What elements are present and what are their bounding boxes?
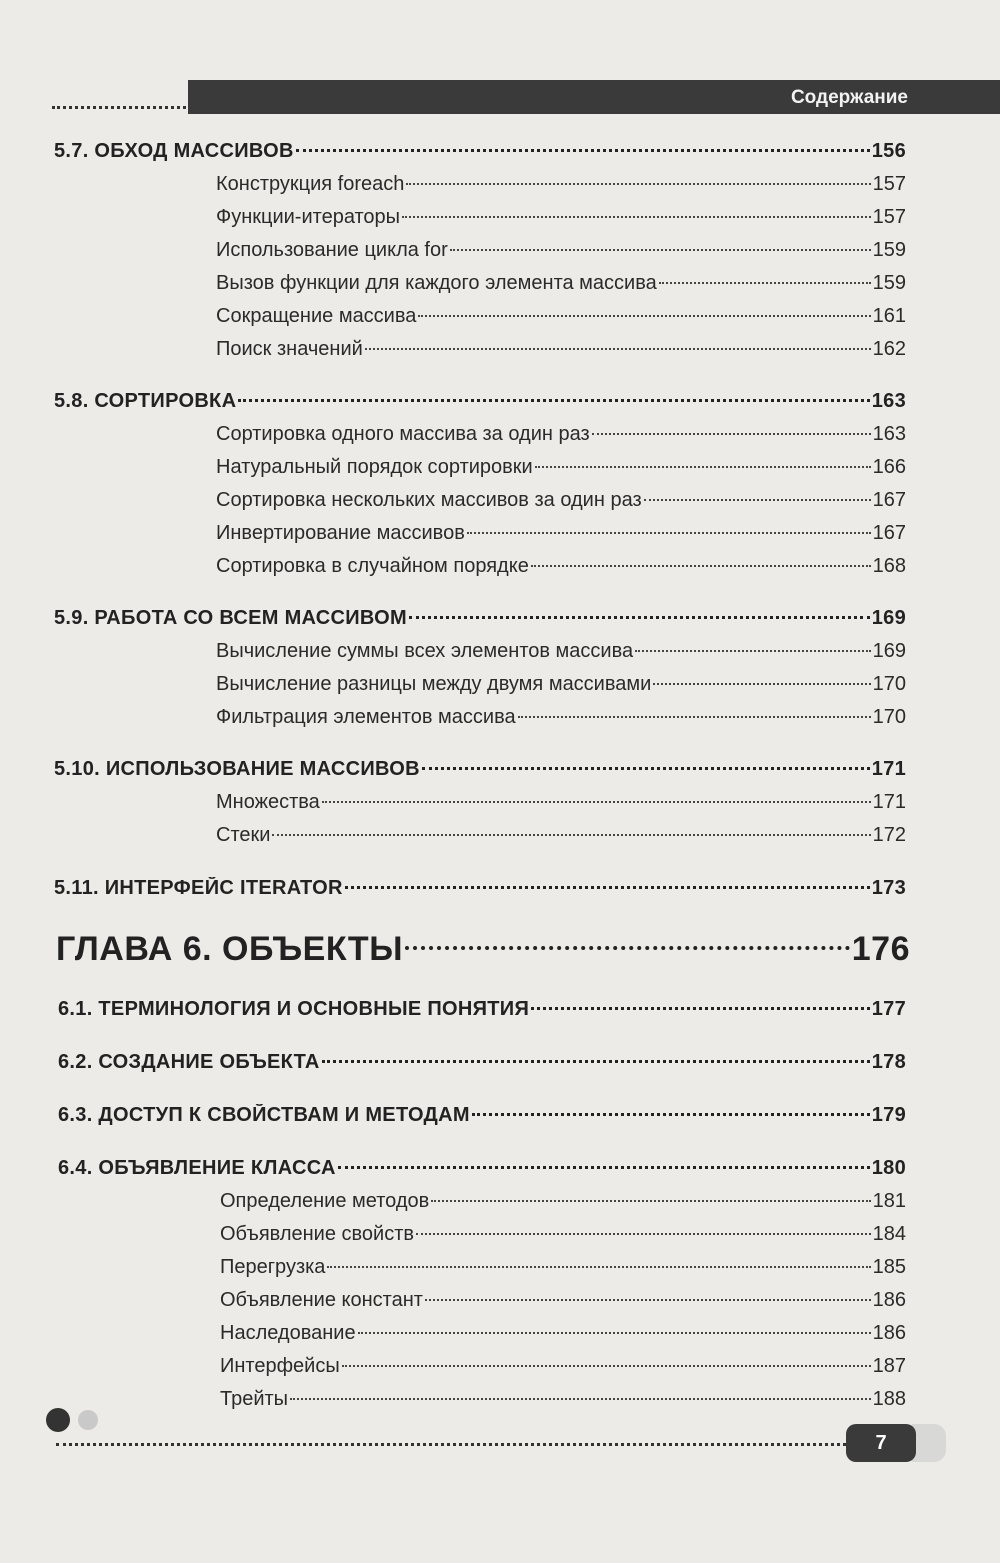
toc-page-number: 172 xyxy=(872,824,906,846)
dot-leader xyxy=(422,767,870,770)
toc-page-number: 162 xyxy=(872,338,906,360)
toc-page-number: 171 xyxy=(872,791,906,813)
dot-leader xyxy=(272,834,870,836)
toc-page-number: 167 xyxy=(872,522,906,544)
dot-leader xyxy=(535,466,871,468)
toc-entry xyxy=(216,555,906,578)
toc-entry xyxy=(216,489,906,512)
toc-entry xyxy=(216,206,906,229)
toc-page-number: 157 xyxy=(872,173,906,195)
toc-page-number: 156 xyxy=(871,140,906,162)
toc-page-number: 180 xyxy=(871,1157,906,1179)
toc-title: 5.11. ИНТЕРФЕЙС ITERATOR xyxy=(54,877,343,899)
dot-leader xyxy=(290,1398,871,1400)
toc-entry xyxy=(220,1289,906,1312)
toc-page-number: 169 xyxy=(872,640,906,662)
toc-title: Сортировка нескольких массивов за один раз xyxy=(216,489,642,511)
dot-leader xyxy=(365,348,871,350)
dot-leader xyxy=(406,183,870,185)
toc-page-number: 186 xyxy=(872,1289,906,1311)
running-header xyxy=(188,80,1000,114)
toc-title: 5.9. РАБОТА СО ВСЕМ МАССИВОМ xyxy=(54,607,407,629)
toc-page-number: 169 xyxy=(871,607,906,629)
dot-leader xyxy=(238,399,869,402)
footer-dotted-rule xyxy=(56,1443,846,1446)
toc-entry xyxy=(216,706,906,729)
toc-entry xyxy=(220,1355,906,1378)
toc-section xyxy=(58,1157,906,1180)
toc-section xyxy=(54,140,906,163)
dot-leader xyxy=(358,1332,871,1334)
toc-title: 5.7. ОБХОД МАССИВОВ xyxy=(54,140,294,162)
toc-title: Наследование xyxy=(220,1322,356,1344)
toc-section xyxy=(54,758,906,781)
toc-section xyxy=(54,607,906,630)
toc-entry xyxy=(216,305,906,328)
toc-title: Функции-итераторы xyxy=(216,206,401,228)
toc-title: 5.10. ИСПОЛЬЗОВАНИЕ МАССИВОВ xyxy=(54,758,420,780)
toc-title: Стеки xyxy=(216,824,271,846)
toc-title: Конструкция foreach xyxy=(216,173,405,195)
footer-ornament-light xyxy=(78,1410,98,1430)
toc-title: Использование цикла for xyxy=(216,239,448,261)
toc-entry xyxy=(220,1223,906,1246)
toc-title: Объявление констант xyxy=(220,1289,423,1311)
toc-title: Перегрузка xyxy=(220,1256,326,1278)
dot-leader xyxy=(338,1166,870,1169)
toc-page-number: 171 xyxy=(871,758,906,780)
toc-title: 6.4. ОБЪЯВЛЕНИЕ КЛАССА xyxy=(58,1157,336,1179)
dot-leader xyxy=(472,1113,870,1116)
toc-title: Множества xyxy=(216,791,320,813)
toc-page-number: 161 xyxy=(872,305,906,327)
dot-leader xyxy=(467,532,871,534)
toc-title: 6.2. СОЗДАНИЕ ОБЪЕКТА xyxy=(58,1051,320,1073)
toc-page-number: 157 xyxy=(872,206,906,228)
dot-leader xyxy=(518,716,871,718)
dot-leader xyxy=(322,801,871,803)
dot-leader xyxy=(405,946,850,950)
toc-entry xyxy=(216,272,906,295)
toc-page-number: 185 xyxy=(872,1256,906,1278)
toc-page-number: 178 xyxy=(871,1051,906,1073)
toc-page-number: 177 xyxy=(871,998,906,1020)
toc-entry xyxy=(216,522,906,545)
toc-title: Вычисление суммы всех элементов массива xyxy=(216,640,634,662)
dot-leader xyxy=(425,1299,871,1301)
toc-page-number: 188 xyxy=(872,1388,906,1410)
toc-page-number: 181 xyxy=(872,1190,906,1212)
toc-page-number: 184 xyxy=(872,1223,906,1245)
toc-entry xyxy=(220,1322,906,1345)
footer-ornament-dark xyxy=(46,1408,70,1432)
dot-leader xyxy=(531,565,871,567)
toc-title: Инвертирование массивов xyxy=(216,522,465,544)
toc-title: Сокращение массива xyxy=(216,305,417,327)
page-number: 7 xyxy=(846,1424,916,1462)
toc-section xyxy=(54,877,906,900)
toc-title: Интерфейсы xyxy=(220,1355,340,1377)
dot-leader xyxy=(450,249,871,251)
dot-leader xyxy=(659,282,871,284)
toc-entry xyxy=(216,791,906,814)
dot-leader xyxy=(322,1060,870,1063)
toc-page-number: 187 xyxy=(872,1355,906,1377)
toc-section xyxy=(58,1104,906,1127)
toc-page-number: 163 xyxy=(872,423,906,445)
toc-page-number: 173 xyxy=(871,877,906,899)
toc-page-number: 170 xyxy=(872,706,906,728)
toc-title: Вычисление разницы между двумя массивами xyxy=(216,673,652,695)
dot-leader xyxy=(644,499,871,501)
toc-entry xyxy=(216,338,906,361)
toc-page-number: 186 xyxy=(872,1322,906,1344)
header-dotted-rule xyxy=(52,106,186,109)
toc-entry xyxy=(220,1388,906,1411)
toc-section xyxy=(54,390,906,413)
toc-page-number: 168 xyxy=(872,555,906,577)
toc-title: Натуральный порядок сортировки xyxy=(216,456,533,478)
toc-entry xyxy=(216,456,906,479)
dot-leader xyxy=(402,216,871,218)
toc-section xyxy=(58,998,906,1021)
dot-leader xyxy=(296,149,870,152)
dot-leader xyxy=(416,1233,871,1235)
toc-page-number: 159 xyxy=(872,239,906,261)
dot-leader xyxy=(327,1266,870,1268)
toc-title: 5.8. СОРТИРОВКА xyxy=(54,390,237,412)
dot-leader xyxy=(431,1200,870,1202)
toc-title: Поиск значений xyxy=(216,338,363,360)
toc-title: 6.1. ТЕРМИНОЛОГИЯ И ОСНОВНЫЕ ПОНЯТИЯ xyxy=(58,998,530,1020)
toc-section xyxy=(58,1051,906,1074)
toc-title: 6.3. ДОСТУП К СВОЙСТВАМ И МЕТОДАМ xyxy=(58,1104,470,1126)
toc-title: Сортировка одного массива за один раз xyxy=(216,423,590,445)
toc-title: ГЛАВА 6. ОБЪЕКТЫ xyxy=(56,930,403,968)
toc-title: Вызов функции для каждого элемента массива xyxy=(216,272,657,294)
dot-leader xyxy=(342,1365,871,1367)
toc-page-number: 159 xyxy=(872,272,906,294)
toc-entry xyxy=(220,1190,906,1213)
toc-page-number: 176 xyxy=(851,930,910,968)
dot-leader xyxy=(409,616,870,619)
dot-leader xyxy=(635,650,870,652)
toc-entry xyxy=(216,824,906,847)
dot-leader xyxy=(418,315,870,317)
dot-leader xyxy=(531,1007,870,1010)
toc-chapter xyxy=(56,930,910,969)
running-header-title: Содержание xyxy=(790,87,908,108)
toc-page-number: 167 xyxy=(872,489,906,511)
toc-page-number: 163 xyxy=(871,390,906,412)
toc-page-number: 166 xyxy=(872,456,906,478)
toc-entry xyxy=(216,673,906,696)
toc-title: Трейты xyxy=(220,1388,289,1410)
dot-leader xyxy=(653,683,870,685)
toc-entry xyxy=(216,239,906,262)
toc-entry xyxy=(216,173,906,196)
toc-title: Определение методов xyxy=(220,1190,430,1212)
page-badge-tab xyxy=(912,1424,946,1462)
toc-entry xyxy=(216,640,906,663)
toc-entry xyxy=(216,423,906,446)
toc-entry xyxy=(220,1256,906,1279)
toc-title: Фильтрация элементов массива xyxy=(216,706,516,728)
toc-title: Объявление свойств xyxy=(220,1223,415,1245)
toc-page-number: 170 xyxy=(872,673,906,695)
toc-title: Сортировка в случайном порядке xyxy=(216,555,529,577)
dot-leader xyxy=(592,433,871,435)
toc-page-number: 179 xyxy=(871,1104,906,1126)
dot-leader xyxy=(345,886,870,889)
